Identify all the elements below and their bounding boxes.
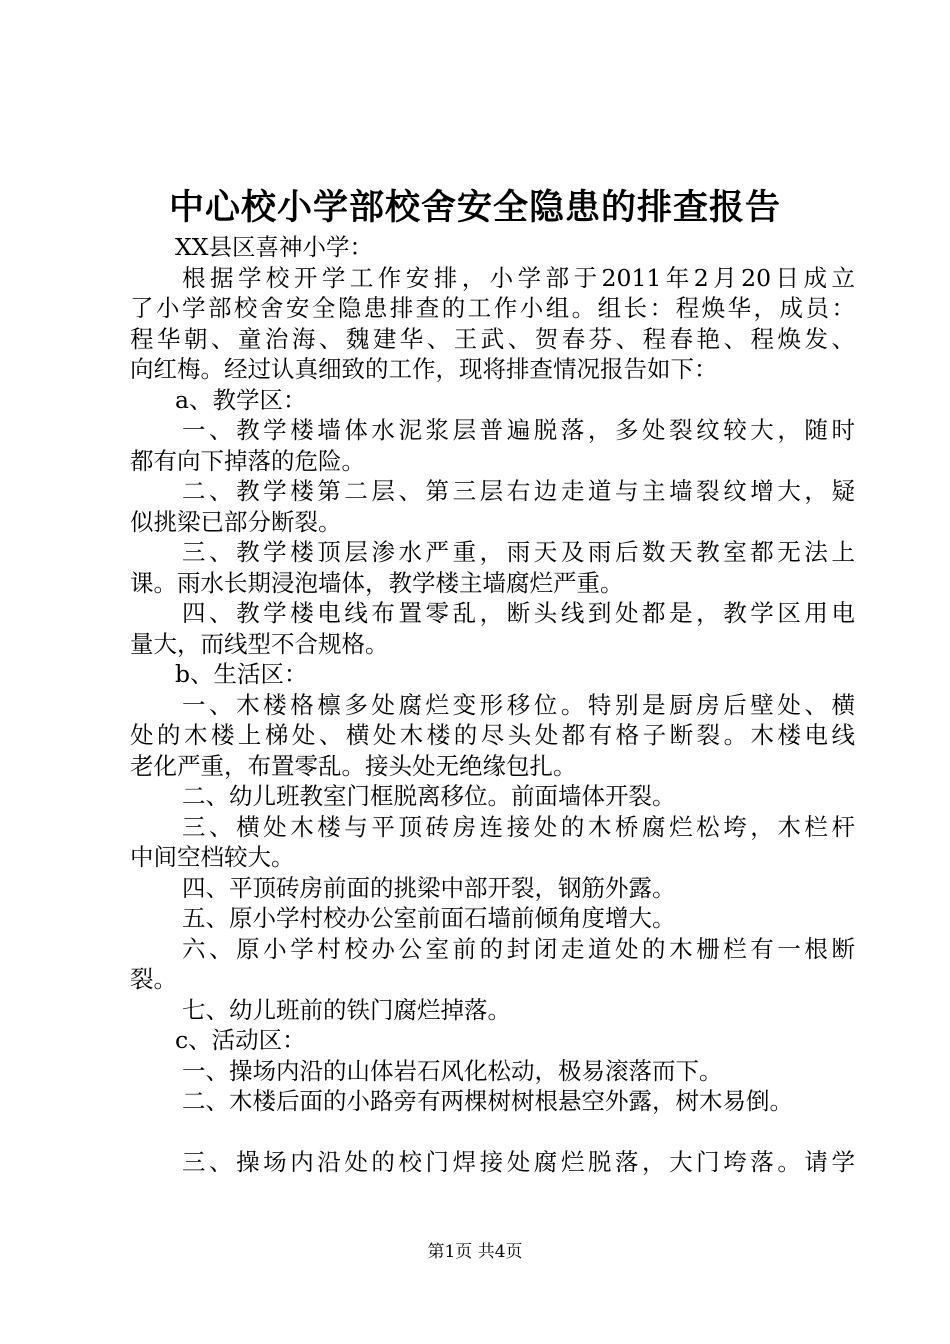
paragraph-line: 二、幼儿班教室门框脱离移位。前面墙体开裂。 — [182, 782, 676, 810]
paragraph-line: 根据学校开学工作安排，小学部于2011年2月20日成立 — [182, 263, 855, 292]
paragraph-line: 四、教学楼电线布置零乱，断头线到处都是，教学区用电 — [182, 599, 855, 627]
page-footer: 第1页 共4页 — [427, 1242, 523, 1262]
paragraph-line: 课。雨水长期浸泡墙体，教学楼主墙腐烂严重。 — [130, 568, 624, 597]
paragraph-line: 了小学部校舍安全隐患排查的工作小组。组长：程焕华，成员： — [130, 294, 855, 322]
paragraph-line: 三、操场内沿处的校门焊接处腐烂脱落，大门垮落。请学 — [182, 1148, 855, 1176]
paragraph-line: 似挑梁已部分断裂。 — [130, 507, 342, 536]
document-body — [130, 232, 855, 1178]
paragraph-line: 都有向下掉落的危险。 — [130, 446, 365, 475]
document-title: 中心校小学部校舍安全隐患的排查报告 — [168, 187, 781, 228]
paragraph-line: 中间空档较大。 — [130, 843, 295, 871]
paragraph-line: 四、平顶砖房前面的挑梁中部开裂，钢筋外露。 — [182, 873, 676, 902]
paragraph-line: 七、幼儿班前的铁门腐烂掉落。 — [182, 995, 511, 1024]
paragraph-line: 量大，而线型不合规格。 — [130, 629, 389, 658]
paragraph-line: 程华朝、童治海、魏建华、王武、贺春芬、程春艳、程焕发、 — [130, 324, 855, 353]
paragraph-line: 一、木楼格檩多处腐烂变形移位。特别是厨房后壁处、横 — [182, 690, 855, 719]
paragraph-line: 裂。 — [130, 965, 177, 993]
blank-line — [130, 1117, 855, 1148]
section-heading: a、教学区： — [175, 385, 307, 414]
paragraph-line: 二、教学楼第二层、第三层右边走道与主墙裂纹增大，疑 — [182, 477, 855, 505]
paragraph-line: 处的木楼上梯处、横处木楼的尽头处都有格子断裂。木楼电线 — [130, 721, 855, 749]
salutation-line: XX县区喜神小学： — [175, 233, 373, 261]
paragraph-line: 向红梅。经过认真细致的工作，现将排查情况报告如下： — [130, 355, 718, 383]
section-heading: c、活动区： — [175, 1026, 306, 1054]
paragraph-line: 三、横处木楼与平顶砖房连接处的木桥腐烂松垮，木栏杆 — [182, 812, 855, 841]
paragraph-line: 一、教学楼墙体水泥浆层普遍脱落，多处裂纹较大，随时 — [182, 416, 855, 444]
paragraph-line: 五、原小学村校办公室前面石墙前倾角度增大。 — [182, 904, 676, 932]
paragraph-line: 老化严重，布置零乱。接头处无绝缘包扎。 — [130, 751, 577, 780]
paragraph-line: 三、教学楼顶层渗水严重，雨天及雨后数天教室都无法上 — [182, 538, 855, 566]
paragraph-line: 二、木楼后面的小路旁有两棵树树根悬空外露，树木易倒。 — [182, 1087, 793, 1115]
section-heading: b、生活区： — [175, 660, 308, 688]
paragraph-line: 一、操场内沿的山体岩石风化松动，极易滚落而下。 — [182, 1056, 723, 1085]
paragraph-line: 六、原小学村校办公室前的封闭走道处的木栅栏有一根断 — [182, 934, 855, 963]
